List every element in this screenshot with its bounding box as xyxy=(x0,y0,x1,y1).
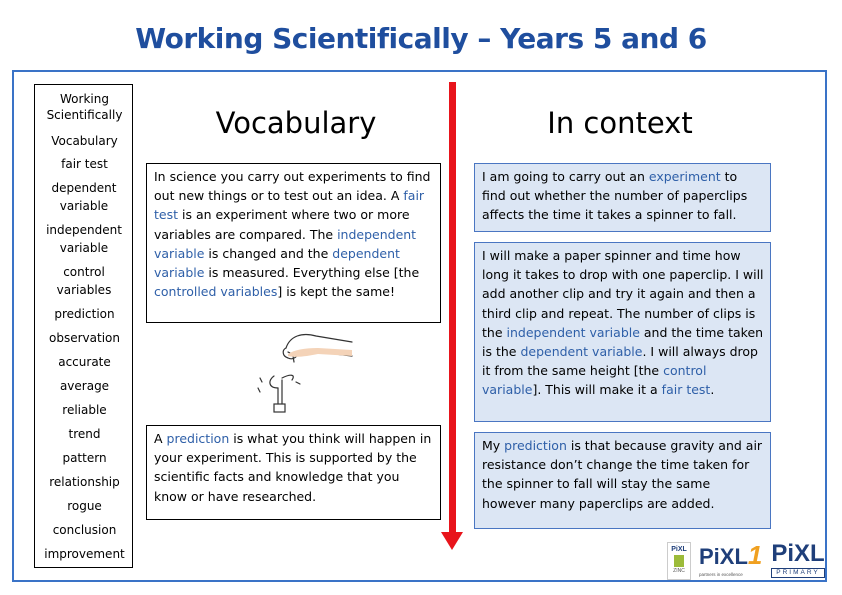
logo-text: partners in excellence xyxy=(699,572,743,577)
arrow-shaft xyxy=(449,82,456,534)
sidebar-word: conclusion xyxy=(52,523,117,537)
sidebar-word: prediction xyxy=(54,307,115,321)
text: is what you think will happen in your experiment. This is supported by the scientific facts and knowledge that you know or have researched. xyxy=(154,431,432,504)
text: . I will always drop it from the same height [the xyxy=(482,344,758,379)
motion-line xyxy=(296,382,300,384)
logo-text: PiXL xyxy=(771,540,825,567)
arm-fill xyxy=(288,348,352,357)
pixl-primary-logo xyxy=(769,540,827,580)
spinner-illustration xyxy=(238,326,354,422)
text: . xyxy=(710,382,715,398)
text: My xyxy=(482,438,505,453)
text: to find out whether the number of paperclips affects the time it takes a spinner to fall. xyxy=(482,169,748,223)
text: is that because gravity and air resistance don’t change the time taken for the spinner to fall will stay the same however many paperclips are added. xyxy=(482,438,763,511)
page-title: Working Scientifically – Years 5 and 6 xyxy=(135,22,707,55)
term-independent-variable: independent variable xyxy=(154,226,417,261)
paperclip xyxy=(274,404,285,412)
term-prediction: prediction xyxy=(504,438,567,453)
logo-text: PRIMARY xyxy=(771,568,825,578)
sidebar-word: pattern xyxy=(62,451,107,465)
text: is an experiment where two or more variables are compared. The xyxy=(154,207,410,242)
term-controlled-variables: controlled variables xyxy=(154,284,278,300)
term-dependent-variable: dependent variable xyxy=(154,245,400,281)
term-prediction: prediction xyxy=(166,431,230,446)
sidebar-word: control variables xyxy=(56,265,112,297)
context-box-prediction xyxy=(474,432,771,529)
logo-text: ZINC xyxy=(673,568,685,574)
term-independent-variable: independent variable xyxy=(506,324,640,340)
sidebar-word: rogue xyxy=(67,499,102,513)
motion-line xyxy=(258,388,260,392)
text: and the time taken is the xyxy=(482,324,764,360)
logo-text: PiXL xyxy=(671,546,687,553)
sidebar-heading-line1: Working xyxy=(60,92,109,106)
logo-text: PiXL xyxy=(699,544,748,569)
text: A xyxy=(154,431,167,446)
text: ]. This will make it a xyxy=(532,382,662,398)
logo-mark xyxy=(674,555,684,567)
term-fair-test: fair test xyxy=(154,188,425,223)
sidebar-heading-line2: Scientifically xyxy=(46,108,123,122)
pixl1-logo xyxy=(699,540,763,580)
pixl-zinc-logo xyxy=(667,542,691,580)
context-box-variables xyxy=(474,242,771,422)
motion-line xyxy=(260,378,262,382)
down-arrow-icon xyxy=(441,532,463,550)
sidebar-word: dependent variable xyxy=(51,181,117,213)
sidebar-word: observation xyxy=(49,331,120,345)
sidebar-word: average xyxy=(59,379,110,393)
term-dependent-variable: dependent variable xyxy=(520,344,643,360)
term-control-variable: control variable xyxy=(482,363,707,398)
vocabulary-heading: Vocabulary xyxy=(215,106,377,140)
term-fair-test: fair test xyxy=(661,382,711,398)
sidebar-heading-line3: Vocabulary xyxy=(51,134,118,148)
sidebar-word: independent variable xyxy=(46,223,122,255)
spinner-blade-left xyxy=(270,376,278,388)
sidebar-word: reliable xyxy=(62,403,107,417)
text: I am going to carry out an xyxy=(482,169,649,184)
sidebar-word: relationship xyxy=(49,475,120,489)
text: is measured. Everything else [the xyxy=(204,265,420,281)
finger xyxy=(293,356,294,362)
logo-strip xyxy=(665,540,827,580)
term-experiment: experiment xyxy=(648,169,721,184)
sidebar-word: accurate xyxy=(58,355,111,369)
logo-number: 1 xyxy=(747,540,763,570)
text: is changed and the xyxy=(204,245,333,261)
text: ] is kept the same! xyxy=(277,284,395,300)
text: I will make a paper spinner and time how long it takes to drop with one paperclip. I will add another clip and try it again and then a third clip and repeat. The number of clips is the xyxy=(482,248,764,340)
sidebar-word: trend xyxy=(68,427,101,441)
sidebar-word: fair test xyxy=(61,157,108,171)
context-heading: In context xyxy=(547,106,693,140)
sidebar-word: improvement xyxy=(44,547,125,561)
vocabulary-box-experiment xyxy=(146,163,441,323)
spinner-blade-right xyxy=(282,375,293,380)
vocabulary-box-prediction xyxy=(146,425,441,520)
vocabulary-sidebar xyxy=(34,84,133,568)
context-box-experiment xyxy=(474,163,771,232)
text: In science you carry out experiments to find out new things or to test out an idea. A xyxy=(154,169,431,204)
arm-outline xyxy=(286,335,352,349)
